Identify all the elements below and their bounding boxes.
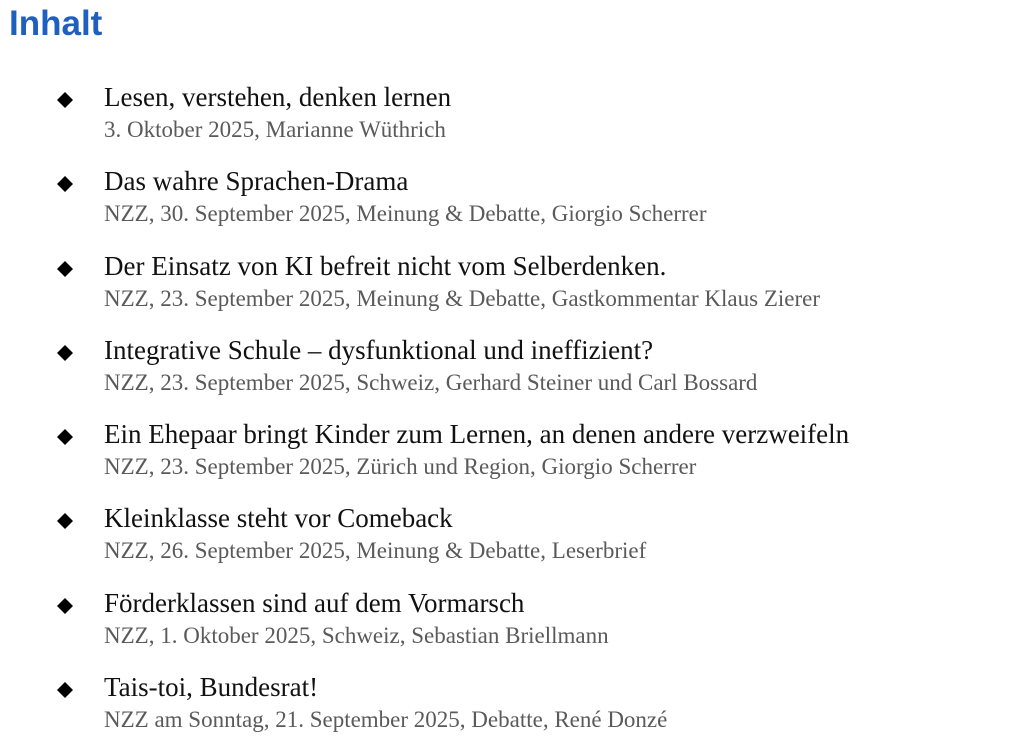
toc-item[interactable] (0, 80, 1024, 164)
article-title[interactable]: Ein Ehepaar bringt Kinder zum Lernen, an denen andere verzweifeln (104, 419, 850, 450)
article-meta: NZZ, 1. Oktober 2025, Schweiz, Sebastian Briellmann (104, 622, 609, 648)
diamond-icon (57, 429, 73, 445)
diamond-icon (57, 682, 73, 698)
diamond-icon (57, 598, 73, 614)
toc-item[interactable] (0, 164, 1024, 248)
table-of-contents (0, 80, 1024, 754)
article-meta: NZZ, 23. September 2025, Zürich und Region, Giorgio Scherrer (104, 454, 697, 480)
article-title[interactable]: Der Einsatz von KI befreit nicht vom Selberdenken. (104, 250, 667, 281)
article-title[interactable]: Lesen, verstehen, denken lernen (104, 82, 452, 112)
article-title[interactable]: Integrative Schule – dysfunktional und ineffizient? (104, 334, 654, 365)
article-title[interactable]: Kleinklasse steht vor Comeback (104, 503, 453, 534)
article-title[interactable]: Das wahre Sprachen-Drama (104, 166, 409, 197)
diamond-icon (57, 513, 73, 529)
page-title: Inhalt (9, 4, 103, 43)
toc-item[interactable] (0, 501, 1024, 585)
diamond-icon (57, 176, 73, 192)
toc-item[interactable] (0, 333, 1024, 417)
article-meta: 3. Oktober 2025, Marianne Wüthrich (104, 117, 446, 142)
diamond-icon (57, 261, 73, 277)
article-title[interactable]: Förderklassen sind auf dem Vormarsch (104, 587, 525, 618)
toc-item[interactable] (0, 249, 1024, 333)
toc-item[interactable] (0, 417, 1024, 501)
article-meta: NZZ am Sonntag, 21. September 2025, Debatte, René Donzé (104, 707, 668, 733)
article-title[interactable]: Tais-toi, Bundesrat! (104, 672, 319, 703)
toc-item[interactable] (0, 586, 1024, 670)
article-meta: NZZ, 23. September 2025, Schweiz, Gerhard Steiner und Carl Bossard (104, 369, 758, 395)
diamond-icon (57, 345, 73, 361)
diamond-icon (57, 92, 73, 108)
article-meta: NZZ, 30. September 2025, Meinung & Debatte, Giorgio Scherrer (104, 201, 707, 227)
toc-item[interactable] (0, 670, 1024, 754)
article-meta: NZZ, 23. September 2025, Meinung & Debatte, Gastkommentar Klaus Zierer (104, 285, 821, 311)
article-meta: NZZ, 26. September 2025, Meinung & Debatte, Leserbrief (104, 538, 647, 564)
